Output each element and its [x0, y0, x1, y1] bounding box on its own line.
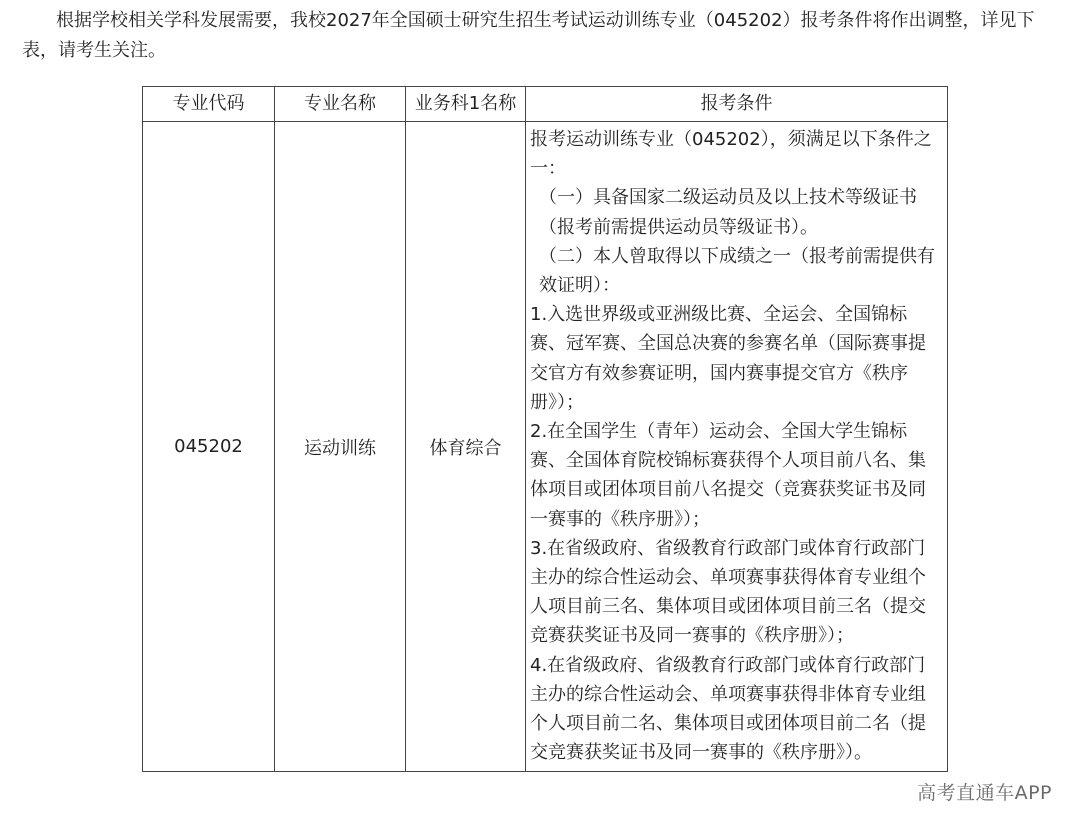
cell-conditions [526, 122, 948, 772]
cell-major-code: 045202 [143, 122, 275, 772]
header-conditions: 报考条件 [526, 87, 948, 122]
condition-item-2: （二）本人曾取得以下成绩之一（报考前需提供有效证明）： [539, 245, 935, 297]
cell-subject-name: 体育综合 [406, 122, 526, 772]
cell-major-name: 运动训练 [275, 122, 406, 772]
achievement-item-3: 3.在省级政府、省级教育行政部门或体育行政部门主办的综合性运动会、单项赛事获得体育专业组个人项目前三名、集体项目或团体项目前三名（提交竞赛获奖证书及同一赛事的《秩序册》）； [530, 537, 926, 647]
header-major-code: 专业代码 [143, 87, 275, 122]
header-subject-name: 业务科1名称 [406, 87, 526, 122]
header-major-name: 专业名称 [275, 87, 406, 122]
achievement-item-1: 1.入选世界级或亚洲级比赛、全运会、全国锦标赛、冠军赛、全国总决赛的参赛名单（国际赛事提交官方有效参赛证明，国内赛事提交官方《秩序册》）； [530, 304, 926, 413]
watermark: 高考直通车APP [917, 782, 1052, 804]
achievement-item-4: 4.在省级政府、省级教育行政部门或体育行政部门主办的综合性运动会、单项赛事获得非体育专业组个人项目前二名、集体项目或团体项目前二名（提交竞赛获奖证书及同一赛事的《秩序册》）。 [530, 654, 926, 764]
table-row [143, 122, 948, 772]
intro-paragraph: 根据学校相关学科发展需要，我校2027年全国硕士研究生招生考试运动训练专业（045202）报考条件将作出调整，详见下表，请考生关注。 [22, 10, 1035, 61]
achievement-item-2: 2.在全国学生（青年）运动会、全国大学生锦标赛、全国体育院校锦标赛获得个人项目前八名、集体项目或团体项目前八名提交（竞赛获奖证书及同一赛事的《秩序册》）； [530, 421, 926, 530]
condition-item-1: （一）具备国家二级运动员及以上技术等级证书（报考前需提供运动员等级证书）。 [539, 187, 917, 238]
condition-intro: 报考运动训练专业（045202），须满足以下条件之一： [530, 129, 932, 180]
table-header-row [143, 87, 948, 122]
admission-conditions-table [142, 86, 948, 772]
